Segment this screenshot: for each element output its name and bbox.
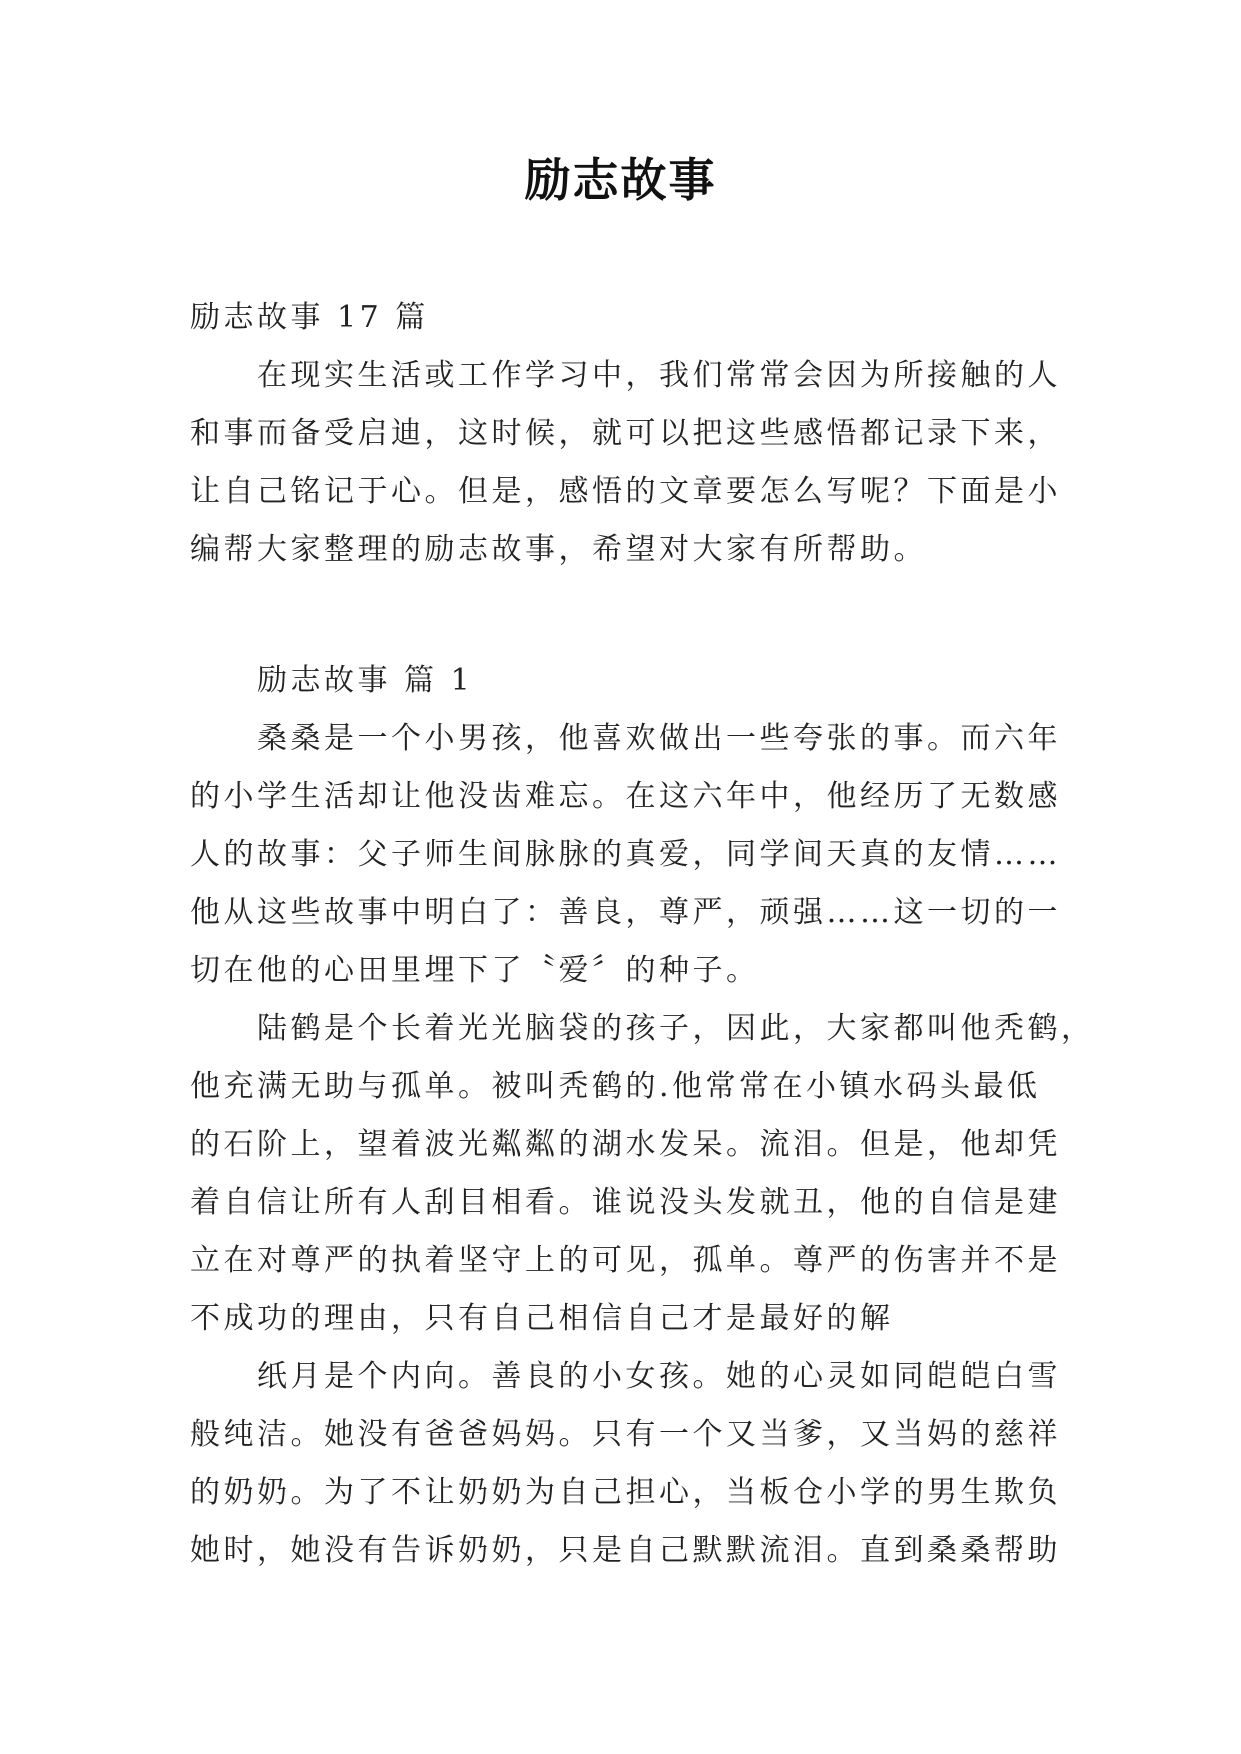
- text-line: 桑桑是一个小男孩，他喜欢做出一些夸张的事。而六年: [257, 721, 1061, 756]
- text-line: 般纯洁。她没有爸爸妈妈。只有一个又当爹，又当妈的慈祥: [190, 1417, 1061, 1452]
- text-line: 立在对尊严的执着坚守上的可见，孤单。尊严的伤害并不是: [190, 1243, 1061, 1278]
- text-line: 编帮大家整理的励志故事，希望对大家有所帮助。: [190, 532, 927, 567]
- text-line: 不成功的理由，只有自己相信自己才是最好的解: [190, 1301, 894, 1336]
- text-line: 他从这些故事中明白了：善良，尊严，顽强……这一切的一: [190, 895, 1061, 930]
- text-line: 陆鹤是个长着光光脑袋的孩子，因此，大家都叫他秃鹤，: [257, 1011, 1095, 1046]
- document-body: [190, 289, 1095, 1580]
- text-line: 让自己铭记于心。但是，感悟的文章要怎么写呢？下面是小: [190, 474, 1061, 509]
- text-line: 的石阶上，望着波光粼粼的湖水发呆。流泪。但是，他却凭: [190, 1127, 1061, 1162]
- text-line: 着自信让所有人刮目相看。谁说没头发就丑，他的自信是建: [190, 1185, 1061, 1220]
- text-line: 的奶奶。为了不让奶奶为自己担心，当板仓小学的男生欺负: [190, 1475, 1061, 1510]
- story-paragraph-2: [190, 1000, 1095, 1348]
- document-subtitle: 励志故事 17 篇: [190, 300, 429, 335]
- text-line: 在现实生活或工作学习中，我们常常会因为所接触的人: [257, 358, 1061, 393]
- story-paragraph-1: [190, 710, 1061, 1000]
- story-paragraph-3: [190, 1348, 1061, 1580]
- text-line: 和事而备受启迪，这时候，就可以把这些感悟都记录下来，: [190, 416, 1061, 451]
- text-line: 切在他的心田里埋下了〝爱〞的种子。: [190, 953, 760, 988]
- document-title: 励志故事: [524, 153, 717, 207]
- intro-paragraph: [190, 347, 1061, 579]
- section-heading: 励志故事 篇 1: [257, 663, 474, 698]
- text-line: 纸月是个内向。善良的小女孩。她的心灵如同皑皑白雪: [257, 1359, 1061, 1394]
- text-line: 人的故事：父子师生间脉脉的真爱，同学间天真的友情……: [190, 837, 1061, 872]
- text-line: 他充满无助与孤单。被叫秃鹤的.他常常在小镇水码头最低: [190, 1069, 1041, 1104]
- text-line: 的小学生活却让他没齿难忘。在这六年中，他经历了无数感: [190, 779, 1061, 814]
- text-line: 她时，她没有告诉奶奶，只是自己默默流泪。直到桑桑帮助: [190, 1533, 1061, 1568]
